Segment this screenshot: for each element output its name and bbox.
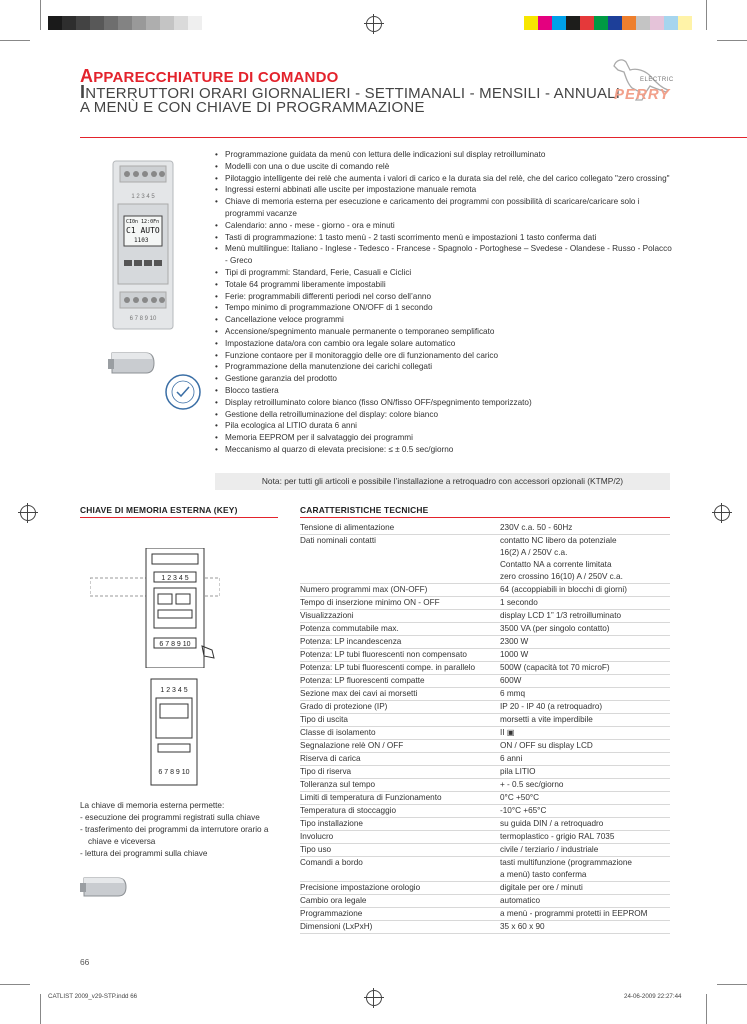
spec-label: Limiti di temperatura di Funzionamento: [300, 792, 500, 805]
spec-value-line: 6 anni: [500, 754, 523, 763]
color-swatch: [678, 16, 692, 30]
color-swatch: [62, 16, 76, 30]
spec-label: Sezione max dei cavi ai morsetti: [300, 688, 500, 701]
key-description-lead: La chiave di memoria esterna permette:: [80, 801, 225, 810]
spec-value: [500, 818, 670, 831]
color-swatch: [524, 16, 538, 30]
spec-value-line: morsetti a vite imperdibile: [500, 715, 593, 724]
spec-value-line: civile / terziario / industriale: [500, 845, 599, 854]
spec-row: [300, 662, 670, 675]
spec-value-line: zero crossino 16(10) A / 250V c.a.: [500, 572, 623, 581]
spec-value-line: 2300 W: [500, 637, 529, 646]
specs-section-title: CARATTERISTICHE TECNICHE: [300, 505, 429, 515]
color-swatch: [566, 16, 580, 30]
color-swatch: [76, 16, 90, 30]
spec-value-line: 500W (capacità tot 70 microF): [500, 663, 610, 672]
spec-row: [300, 831, 670, 844]
spec-value: [500, 792, 670, 805]
timer-switch-photo: [112, 160, 174, 330]
key-description-item: - lettura dei programmi sulla chiave: [80, 849, 208, 858]
spec-row: [300, 675, 670, 688]
device-front-drawing: [150, 678, 198, 786]
page-title: APPARECCHIATURE DI COMANDO: [80, 66, 339, 86]
spec-label: Numero programmi max (ON-OFF): [300, 584, 500, 597]
device-terminals-top: 1 2 3 4 5: [131, 194, 155, 200]
crop-mark: [706, 0, 707, 30]
color-swatch: [636, 16, 650, 30]
feature-item: • Tasti di programmazione: 1 tasto menù - 2 tasti scorrimento menù e impostazioni 1 tasto conferma dati: [215, 232, 675, 244]
feature-item: • Accensione/spegnimento manuale permanente o temporaneo semplificato: [215, 326, 675, 338]
spec-value-line: 600W: [500, 676, 522, 685]
spec-value: [500, 753, 670, 766]
spec-value-line: 1 secondo: [500, 598, 538, 607]
spec-value-line: 64 (accoppiabili in blocchi di giorni): [500, 585, 627, 594]
date-slug: 24-06-2009 22:27:44: [624, 993, 682, 1000]
spec-value-line: -10°C +65°C: [500, 806, 547, 815]
spec-label: Potenza: LP fluorescenti compatte: [300, 675, 500, 688]
spec-row: [300, 584, 670, 597]
spec-value: [500, 831, 670, 844]
feature-item: • Calendario: anno - mese - giorno - ora e minuti: [215, 220, 675, 232]
spec-row: [300, 805, 670, 818]
memory-key-photo: [108, 347, 156, 379]
spec-row: [300, 597, 670, 610]
svg-text:6 7 8 9 10: 6 7 8 9 10: [159, 641, 191, 648]
spec-value-line: Contatto NA a corrente limitata: [500, 560, 612, 569]
spec-value: [500, 623, 670, 636]
feature-item: • Funzione contaore per il monitoraggio delle ore di funzionamento del carico: [215, 350, 675, 362]
spec-value: [500, 535, 670, 584]
lcd-line-3: 1103: [134, 237, 149, 244]
feature-item: • Gestione garanzia del prodotto: [215, 373, 675, 385]
color-swatch: [594, 16, 608, 30]
color-swatch: [608, 16, 622, 30]
feature-item: • Ferie: programmabili differenti periodi nel corso dell’anno: [215, 291, 675, 303]
spec-value-line: tasti multifunzione (programmazione: [500, 858, 632, 867]
spec-label: Involucro: [300, 831, 500, 844]
spec-value: [500, 597, 670, 610]
memory-key-photo-small: [80, 872, 128, 902]
feature-item: • Cancellazione veloce programmi: [215, 314, 675, 326]
spec-value: [500, 688, 670, 701]
color-bar-grayscale: [48, 16, 202, 30]
spec-row: [300, 921, 670, 934]
feature-item: • Tempo minimo di programmazione ON/OFF di 1 secondo: [215, 302, 675, 314]
spec-value: [500, 844, 670, 857]
feature-item: • Blocco tastiera: [215, 385, 675, 397]
specs-table: [300, 522, 670, 934]
color-swatch: [132, 16, 146, 30]
color-swatch: [146, 16, 160, 30]
spec-row: [300, 753, 670, 766]
logo-brand-text: PERRY: [614, 86, 671, 103]
color-swatch: [104, 16, 118, 30]
spec-value-line: digitale per ore / minuti: [500, 883, 583, 892]
spec-label: Potenza: LP incandescenza: [300, 636, 500, 649]
spec-label: Tempo di inserzione minimo ON - OFF: [300, 597, 500, 610]
svg-text:1 2 3 4 5: 1 2 3 4 5: [160, 687, 188, 694]
feature-item: • Meccanismo al quarzo di elevata precisione: ≤ ± 0.5 sec/giorno: [215, 444, 675, 456]
spec-row: [300, 727, 670, 740]
spec-row: [300, 857, 670, 882]
color-swatch: [552, 16, 566, 30]
spec-label: Tipo installazione: [300, 818, 500, 831]
spec-label: Segnalazione relè ON / OFF: [300, 740, 500, 753]
color-swatch: [622, 16, 636, 30]
spec-value-line: 16(2) A / 250V c.a.: [500, 548, 568, 557]
registration-mark-top: [366, 16, 382, 32]
spec-row: [300, 636, 670, 649]
color-bar-process: [524, 16, 692, 30]
lcd-line-2: C1 AUTO: [126, 226, 160, 235]
spec-row: [300, 740, 670, 753]
spec-label: Tipo uso: [300, 844, 500, 857]
spec-value-line: contatto NC libero da potenziale: [500, 536, 617, 545]
spec-row: [300, 895, 670, 908]
spec-row: [300, 882, 670, 895]
spec-row: [300, 688, 670, 701]
spec-label: Tipo di riserva: [300, 766, 500, 779]
spec-label: Tipo di uscita: [300, 714, 500, 727]
spec-label: Potenza: LP tubi fluorescenti non compensato: [300, 649, 500, 662]
spec-value-line: pila LITIO: [500, 767, 536, 776]
spec-value: [500, 675, 670, 688]
spec-value-line: 230V c.a. 50 - 60Hz: [500, 523, 573, 532]
spec-label: Cambio ora legale: [300, 895, 500, 908]
feature-item: • Display retroilluminato colore bianco (fisso ON/fisso OFF/spegnimento temporizzato): [215, 397, 675, 409]
spec-value: [500, 908, 670, 921]
spec-value: [500, 662, 670, 675]
spec-label: Riserva di carica: [300, 753, 500, 766]
crop-mark: [717, 984, 747, 985]
spec-value: [500, 857, 670, 882]
spec-row: [300, 649, 670, 662]
feature-item: • Memoria EEPROM per il salvataggio dei programmi: [215, 432, 675, 444]
color-swatch: [538, 16, 552, 30]
spec-label: Dati nominali contatti: [300, 535, 500, 584]
page-subtitle-line1: INTERRUTTORI ORARI GIORNALIERI - SETTIMANALI - MENSILI - ANNUALI: [80, 82, 621, 102]
spec-row: [300, 792, 670, 805]
color-swatch: [174, 16, 188, 30]
spec-value: [500, 636, 670, 649]
spec-row: [300, 623, 670, 636]
spec-row: [300, 535, 670, 584]
feature-item: • Pila ecologica al LITIO durata 6 anni: [215, 420, 675, 432]
spec-value: [500, 727, 670, 740]
spec-row: [300, 714, 670, 727]
registration-mark-bottom: [366, 990, 382, 1006]
spec-value-line: 1000 W: [500, 650, 529, 659]
spec-label: Classe di isolamento: [300, 727, 500, 740]
feature-item: • Programmazione della manutenzione dei carichi collegati: [215, 361, 675, 373]
feature-item: • Modelli con una o due uscite di comando relè: [215, 161, 675, 173]
spec-value-line: + - 0.5 sec/giorno: [500, 780, 564, 789]
key-description-item: - trasferimento dei programmi da interrutore orario a chiave e viceversa: [80, 825, 269, 846]
crop-mark: [0, 40, 30, 41]
header-divider: [80, 137, 747, 138]
spec-value-line: 0°C +50°C: [500, 793, 540, 802]
spec-label: Grado di protezione (IP): [300, 701, 500, 714]
color-swatch: [580, 16, 594, 30]
spec-label: Precisione impostazione orologio: [300, 882, 500, 895]
spec-value: [500, 805, 670, 818]
feature-item: • Chiave di memoria esterna per esecuzione e caricamento dei programmi con possibilità di scaricare/caricare solo i programmi vacanze: [215, 196, 675, 220]
spec-label: Tensione di alimentazione: [300, 522, 500, 535]
spec-label: Temperatura di stoccaggio: [300, 805, 500, 818]
feature-item: • Tipi di programmi: Standard, Ferie, Casuali e Ciclici: [215, 267, 675, 279]
specs-section-divider: [300, 517, 670, 518]
spec-value: [500, 584, 670, 597]
color-swatch: [118, 16, 132, 30]
device-terminals-bottom: 6 7 8 9 10: [129, 316, 157, 322]
spec-value: [500, 921, 670, 934]
spec-value: [500, 522, 670, 535]
spec-value-line: a menù - programmi protetti in EEPROM: [500, 909, 648, 918]
spec-label: Tolleranza sul tempo: [300, 779, 500, 792]
spec-value-line: automatico: [500, 896, 541, 905]
spec-value-line: ON / OFF su display LCD: [500, 741, 593, 750]
color-swatch: [160, 16, 174, 30]
color-swatch: [188, 16, 202, 30]
spec-row: [300, 610, 670, 623]
spec-value: [500, 740, 670, 753]
spec-label: Dimensioni (LxPxH): [300, 921, 500, 934]
color-swatch: [48, 16, 62, 30]
spec-value: [500, 779, 670, 792]
crop-mark: [706, 994, 707, 1024]
spec-value: [500, 610, 670, 623]
quality-seal-icon: [164, 373, 202, 411]
spec-value: [500, 701, 670, 714]
feature-item: • Impostazione data/ora con cambio ora legale solare automatico: [215, 338, 675, 350]
key-description-item: - esecuzione dei programmi registrati sulla chiave: [80, 813, 260, 822]
svg-text:1 2 3 4 5: 1 2 3 4 5: [161, 575, 189, 582]
spec-label: Potenza commutabile max.: [300, 623, 500, 636]
registration-mark-left: [20, 505, 36, 521]
spec-row: [300, 522, 670, 535]
spec-value-line: IP 20 - IP 40 (a retroquadro): [500, 702, 603, 711]
feature-list: [215, 149, 675, 456]
feature-item: • Gestione della retroilluminazione del display: colore bianco: [215, 409, 675, 421]
spec-label: Comandi a bordo: [300, 857, 500, 882]
key-insertion-drawing: [90, 548, 220, 668]
spec-row: [300, 766, 670, 779]
spec-value-line: su guida DIN / a retroquadro: [500, 819, 604, 828]
crop-mark: [0, 984, 30, 985]
spec-value: [500, 649, 670, 662]
spec-value-line: 35 x 60 x 90: [500, 922, 545, 931]
spec-value: [500, 882, 670, 895]
registration-mark-right: [714, 505, 730, 521]
crop-mark: [40, 0, 41, 30]
spec-value-line: a menù) tasto conferma: [500, 870, 587, 879]
crop-mark: [717, 40, 747, 41]
key-section-divider: [80, 517, 278, 518]
lcd-line-1: CI0n 12:0Fn: [126, 219, 160, 225]
spec-value: [500, 895, 670, 908]
feature-item: • Ingressi esterni abbinati alle uscite per impostazione manuale remota: [215, 184, 675, 196]
spec-value-line: termoplastico - grigio RAL 7035: [500, 832, 615, 841]
page-subtitle-line2: A MENÙ E CON CHIAVE DI PROGRAMMAZIONE: [80, 99, 425, 116]
file-slug: CATLIST 2009_v29-STP.indd 66: [48, 993, 138, 1000]
spec-value-line: 6 mmq: [500, 689, 526, 698]
svg-text:6 7 8 9 10: 6 7 8 9 10: [158, 769, 190, 776]
color-swatch: [90, 16, 104, 30]
key-description: [80, 800, 290, 860]
spec-row: [300, 779, 670, 792]
color-swatch: [650, 16, 664, 30]
feature-item: • Totale 64 programmi liberamente impostabili: [215, 279, 675, 291]
logo-electric-text: ELECTRIC: [640, 77, 674, 83]
key-section-title: CHIAVE DI MEMORIA ESTERNA (KEY): [80, 505, 238, 515]
spec-value-line: display LCD 1” 1/3 retroilluminato: [500, 611, 622, 620]
spec-value: [500, 766, 670, 779]
crop-mark: [40, 994, 41, 1024]
spec-row: [300, 844, 670, 857]
spec-row: [300, 908, 670, 921]
installation-note: Nota: per tutti gli articoli e possibile l’installazione a retroquadro con accessori opzionali (KTMP/2): [215, 473, 670, 490]
feature-item: • Programmazione guidata da menù con lettura delle indicazioni sul display retroilluminato: [215, 149, 675, 161]
spec-value-line: II ▣: [500, 728, 515, 737]
page-number: 66: [80, 957, 90, 967]
spec-label: Visualizzazioni: [300, 610, 500, 623]
spec-label: Programmazione: [300, 908, 500, 921]
spec-value: [500, 714, 670, 727]
feature-item: • Pilotaggio intelligente dei relè che aumenta i valori di carico e la durata sia del relè, che del carico collegato "zero crossing": [215, 173, 675, 185]
spec-row: [300, 818, 670, 831]
spec-row: [300, 701, 670, 714]
spec-label: Potenza: LP tubi fluorescenti compe. in parallelo: [300, 662, 500, 675]
feature-item: • Menù multilingue: Italiano - Inglese - Tedesco - Francese - Spagnolo - Portoghese – Svedese - Olandese - Russo - Polacco - Greco: [215, 243, 675, 267]
spec-value-line: 3500 VA (per singolo contatto): [500, 624, 610, 633]
color-swatch: [664, 16, 678, 30]
